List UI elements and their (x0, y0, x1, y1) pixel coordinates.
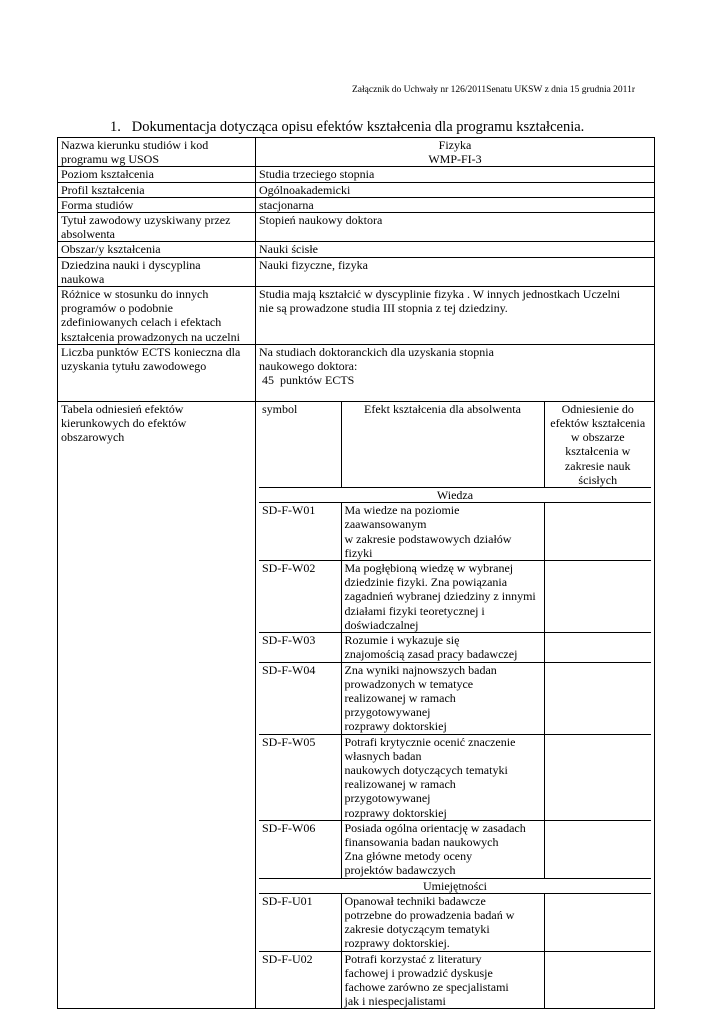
wiedza-rows (259, 503, 651, 878)
section-row-umiejetnosci (259, 878, 651, 893)
effect-line: Potrafi krytycznie ocenić znaczenie (344, 734, 516, 749)
label-line: Dziedzina nauki i dyscyplina (61, 257, 201, 272)
label-line: Liczba punktów ECTS konieczna dla (61, 344, 241, 359)
value-dziedzina: Nauki fizyczne, fizyka (256, 257, 655, 286)
header-line: zakresie nauk (564, 458, 631, 473)
header-effect: Efekt kształcenia dla absolwenta (341, 402, 544, 488)
value-line: nie są prowadzone studia III stopnia z tej dziedziny. (259, 301, 508, 316)
effect-symbol: SD-F-W05 (259, 734, 341, 820)
effect-line: Ma pogłębioną wiedzę w wybranej (344, 561, 514, 576)
effect-reference (544, 633, 651, 662)
label-line: obszarowych (61, 430, 125, 445)
effect-line: Zna główne metody oceny (344, 849, 473, 864)
value-line: 45 punktów ECTS (259, 373, 355, 388)
effect-line: doświadczalnej (344, 617, 419, 632)
effect-row (259, 561, 651, 633)
label-line: Nazwa kierunku studiów i kod (61, 138, 209, 152)
effect-line: przygotowywanej (344, 791, 431, 806)
heading-number: 1. (110, 119, 121, 135)
effect-line: jak i niespecjalistami (344, 994, 446, 1009)
effects-cell (256, 401, 655, 1009)
header-reference (544, 402, 651, 488)
effect-symbol: SD-F-W04 (259, 662, 341, 734)
effect-symbol: SD-F-W01 (259, 503, 341, 561)
effect-line: przygotowywanej (344, 705, 431, 720)
row-tytul (58, 213, 655, 242)
effect-line: w zakresie podstawowych działów (344, 531, 512, 546)
value-forma: stacjonarna (256, 197, 655, 212)
effect-symbol: SD-F-W06 (259, 820, 341, 878)
effect-line: dziedzinie fizyki. Zna powiązania (344, 575, 508, 590)
effect-line: rozprawy doktorskiej (344, 719, 447, 734)
row-profil (58, 182, 655, 197)
effect-row (259, 951, 651, 1008)
effect-description (341, 561, 544, 633)
effect-row (259, 633, 651, 662)
row-effects (58, 401, 655, 1009)
effect-line: własnych badan (344, 748, 422, 763)
effect-description (341, 820, 544, 878)
label-line: uzyskania tytułu zawodowego (61, 359, 207, 374)
value-obszar: Nauki ścisłe (256, 242, 655, 257)
effect-row (259, 503, 651, 561)
effect-line: naukowych dotyczących tematyki (344, 762, 508, 777)
attachment-note: Załącznik do Uchwały nr 126/2011Senatu UKSW z dnia 15 grudnia 2011r (351, 85, 635, 95)
heading-text: Dokumentacja dotycząca opisu efektów kształcenia dla programu kształcenia. (131, 119, 585, 135)
label-kierunek (58, 138, 256, 167)
effect-row (259, 662, 651, 734)
effect-line: fachowej i prowadzić dyskusje (344, 965, 493, 980)
effect-description (341, 734, 544, 820)
effects-header-row (259, 402, 651, 488)
effect-line: znajomością zasad pracy badawczej (344, 647, 518, 662)
effect-line: realizowanej w ramach (344, 690, 456, 705)
program-table (57, 137, 655, 1009)
value-kierunek (256, 138, 655, 167)
label-roznice (58, 287, 256, 345)
label-profil: Profil kształcenia (58, 182, 256, 197)
label-ects (58, 344, 256, 401)
value-tytul: Stopień naukowy doktora (256, 213, 655, 242)
row-kierunek (58, 138, 655, 167)
effect-reference (544, 951, 651, 1008)
effect-row (259, 820, 651, 878)
value-line: Na studiach doktoranckich dla uzyskania stopnia (259, 344, 494, 359)
effect-row (259, 893, 651, 951)
effect-line: Ma wiedze na poziomie (344, 503, 460, 518)
effect-line: Potrafi korzystać z literatury (344, 951, 482, 966)
value-line: naukowego doktora: (259, 359, 358, 374)
effect-line: realizowanej w ramach (344, 777, 456, 792)
header-line: efektów kształcenia (550, 416, 646, 431)
effect-line: zakresie dotyczącym tematyki (344, 922, 490, 937)
label-dziedzina (58, 257, 256, 286)
label-line: kierunkowych do efektów (61, 416, 187, 431)
section-umiejetnosci: Umiejętności (259, 878, 651, 893)
row-obszar (58, 242, 655, 257)
value-line: WMP-FI-3 (428, 152, 482, 167)
effect-reference (544, 503, 651, 561)
effect-reference (544, 820, 651, 878)
effect-line: prowadzonych w tematyce (344, 676, 474, 691)
label-line: kształcenia prowadzonych na uczelni (61, 329, 240, 344)
value-line: Fizyka (438, 138, 472, 152)
value-poziom: Studia trzeciego stopnia (256, 167, 655, 182)
label-line: Tytuł zawodowy uzyskiwany przez (61, 213, 231, 228)
label-line: programu wg USOS (61, 152, 159, 167)
section-wiedza: Wiedza (259, 488, 651, 503)
effect-line: potrzebne do prowadzenia badań w (344, 907, 515, 922)
umiejetnosci-rows (259, 893, 651, 1008)
effect-line: projektów badawczych (344, 863, 456, 878)
effect-symbol: SD-F-W03 (259, 633, 341, 662)
effect-reference (544, 662, 651, 734)
header-line: Odniesienie do (561, 401, 634, 416)
header-line: ścisłych (578, 472, 618, 487)
label-poziom: Poziom kształcenia (58, 167, 256, 182)
section-row-wiedza (259, 488, 651, 503)
effect-symbol: SD-F-W02 (259, 561, 341, 633)
effect-line: Posiada ogólna orientację w zasadach (344, 820, 526, 835)
label-line: zdefiniowanych celach i efektach (61, 315, 222, 330)
effect-row (259, 734, 651, 820)
row-dziedzina (58, 257, 655, 286)
label-line: naukowa (61, 271, 105, 286)
effect-reference (544, 561, 651, 633)
effect-line: Rozumie i wykazuje się (344, 633, 460, 648)
effect-symbol: SD-F-U02 (259, 951, 341, 1008)
header-symbol: symbol (259, 402, 341, 488)
label-obszar: Obszar/y kształcenia (58, 242, 256, 257)
effect-symbol: SD-F-U01 (259, 893, 341, 951)
effect-description (341, 893, 544, 951)
effect-line: fizyki (344, 545, 373, 560)
effect-line: zagadnień wybranej dziedziny z innymi (344, 589, 536, 604)
row-ects (58, 344, 655, 401)
effect-line: Opanował techniki badawcze (344, 893, 486, 908)
header-line: kształcenia w (565, 444, 631, 459)
effect-line: rozprawy doktorskiej (344, 805, 447, 820)
label-tytul (58, 213, 256, 242)
value-ects (256, 344, 655, 401)
label-line: absolwenta (61, 227, 115, 242)
row-roznice (58, 287, 655, 345)
effect-line: zaawansowanym (344, 517, 427, 532)
effect-description (341, 633, 544, 662)
label-effects (58, 401, 256, 1009)
value-line: Studia mają kształcić w dyscyplinie fizyka . W innych jednostkach Uczelni (259, 287, 621, 302)
row-poziom (58, 167, 655, 182)
effects-table (259, 402, 651, 1009)
value-roznice (256, 287, 655, 345)
effect-line: rozprawy doktorskiej. (344, 936, 450, 951)
effect-line: Zna wyniki najnowszych badan (344, 662, 497, 677)
effect-reference (544, 734, 651, 820)
effect-line: fachowe zarówno ze specjalistami (344, 979, 509, 994)
header-line: w obszarze (570, 430, 625, 445)
effect-description (341, 951, 544, 1008)
effect-line: działami fizyki teoretycznej i (344, 603, 485, 618)
effect-description (341, 662, 544, 734)
section-heading (110, 119, 584, 136)
label-line: Różnice w stosunku do innych (61, 287, 209, 302)
effect-description (341, 503, 544, 561)
effect-reference (544, 893, 651, 951)
label-forma: Forma studiów (58, 197, 256, 212)
row-forma (58, 197, 655, 212)
label-line: programów o podobnie (61, 301, 173, 316)
value-profil: Ogólnoakademicki (256, 182, 655, 197)
effect-line: finansowania badan naukowych (344, 834, 499, 849)
label-line: Tabela odniesień efektów (61, 401, 184, 416)
